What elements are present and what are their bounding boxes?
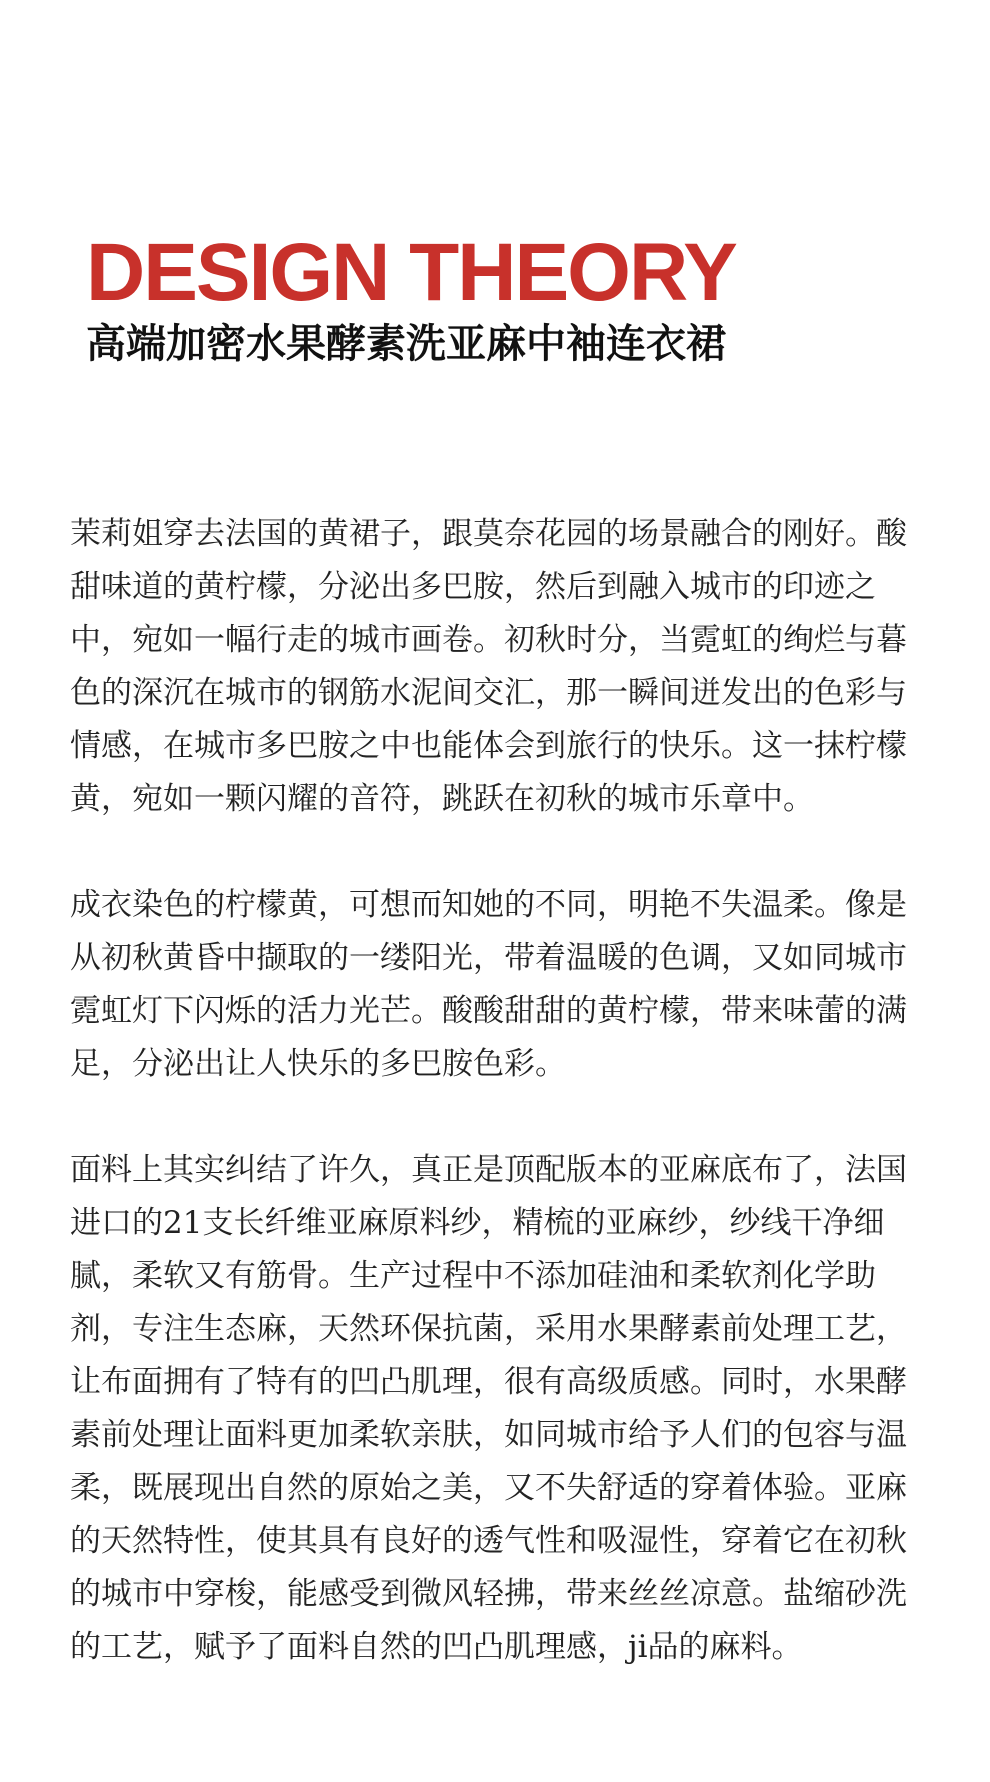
design-theory-title: DESIGN THEORY	[86, 227, 736, 318]
body-text	[70, 508, 926, 1674]
paragraph-story: 茉莉姐穿去法国的黄裙子，跟莫奈花园的场景融合的刚好。酸甜味道的黄柠檬，分泌出多巴胺，然后到融入城市的印迹之中，宛如一幅行走的城市画卷。初秋时分，当霓虹的绚烂与暮色的深沉在城市的钢筋水泥间交汇，那一瞬间迸发出的色彩与情感，在城市多巴胺之中也能体会到旅行的快乐。这一抹柠檬黄，宛如一颗闪耀的音符，跳跃在初秋的城市乐章中。	[70, 516, 907, 817]
paragraph-color: 成衣染色的柠檬黄，可想而知她的不同，明艳不失温柔。像是从初秋黄昏中撷取的一缕阳光，带着温暖的色调，又如同城市霓虹灯下闪烁的活力光芒。酸酸甜甜的黄柠檬，带来味蕾的满足，分泌出让人快乐的多巴胺色彩。	[70, 887, 907, 1082]
heading-block	[86, 227, 946, 368]
paragraph-fabric: 面料上其实纠结了许久，真正是顶配版本的亚麻底布了，法国进口的21支长纤维亚麻原料纱，精梳的亚麻纱，纱线干净细腻，柔软又有筋骨。生产过程中不添加硅油和柔软剂化学助剂，专注生态麻，天然环保抗菌，采用水果酵素前处理工艺，让布面拥有了特有的凹凸肌理，很有高级质感。同时，水果酵素前处理让面料更加柔软亲肤，如同城市给予人们的包容与温柔，既展现出自然的原始之美，又不失舒适的穿着体验。亚麻的天然特性，使其具有良好的透气性和吸湿性，穿着它在初秋的城市中穿梭，能感受到微风轻拂，带来丝丝凉意。盐缩砂洗的工艺，赋予了面料自然的凹凸肌理感，ji品的麻料。	[70, 1152, 907, 1665]
product-name-subtitle: 高端加密水果酵素洗亚麻中袖连衣裙	[86, 321, 726, 367]
